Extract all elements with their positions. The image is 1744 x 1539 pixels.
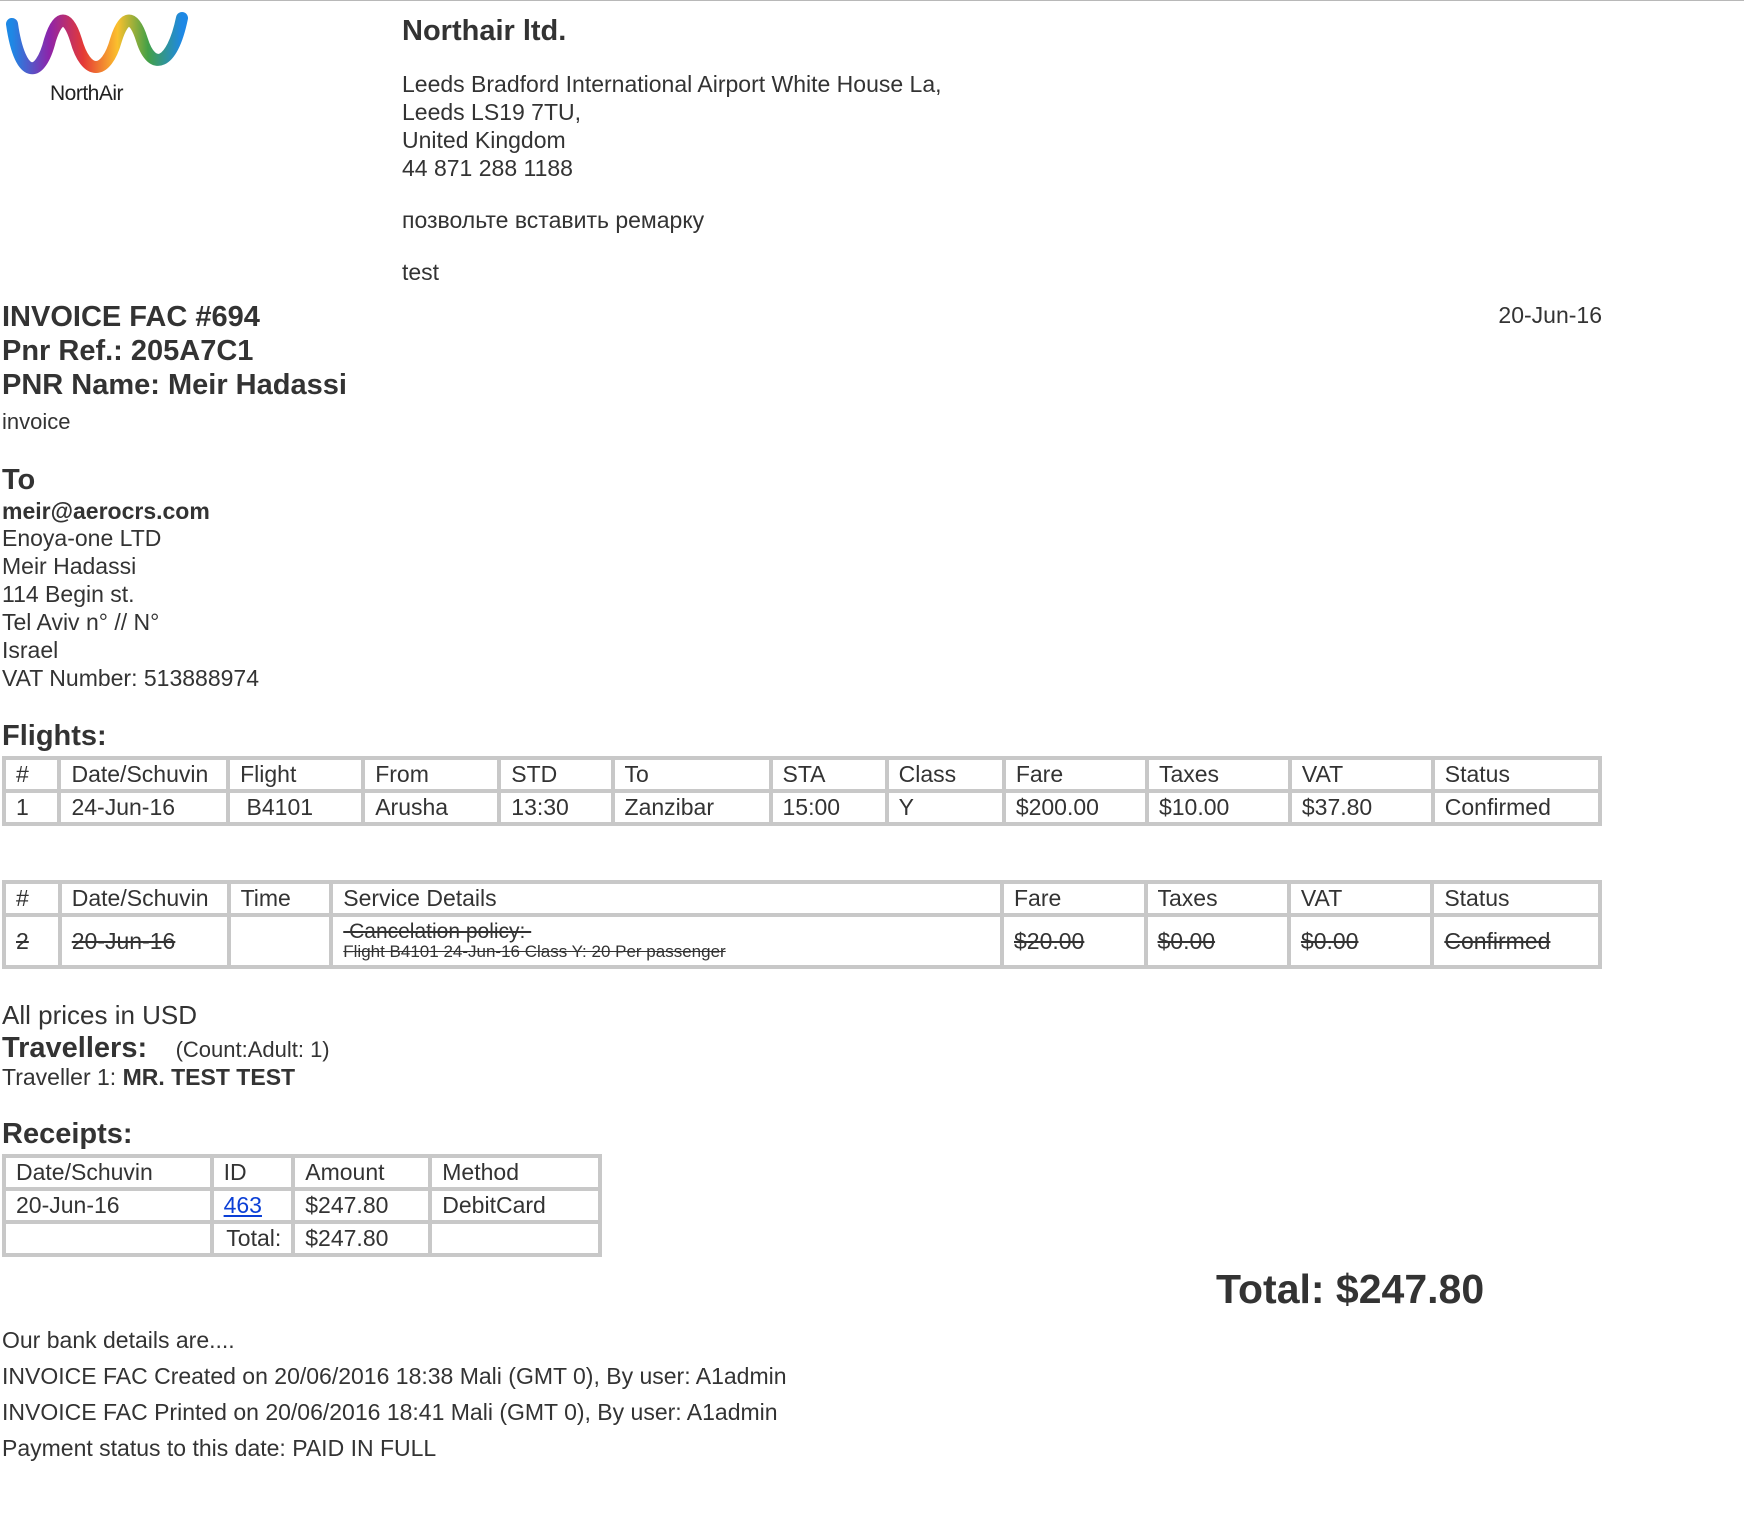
flights-heading: Flights:: [2, 720, 107, 752]
services-header-row: [4, 882, 1600, 915]
company-phone: 44 871 288 1188: [402, 155, 573, 181]
receipt-id-link[interactable]: 463: [223, 1192, 262, 1218]
col-num: #: [4, 882, 60, 915]
col-status: Status: [1432, 882, 1600, 915]
recipient-country: Israel: [2, 637, 59, 663]
cell-std: 13:30: [499, 791, 612, 824]
cell-status: Confirmed: [1432, 915, 1600, 967]
cell-service-details: [331, 915, 1002, 967]
cell-num: 2: [4, 915, 60, 967]
recipient-street: 114 Begin st.: [2, 581, 135, 607]
cell-method: DebitCard: [430, 1189, 600, 1222]
to-heading: To: [2, 464, 36, 496]
col-date: Date/Schuvin: [60, 882, 229, 915]
logo-text: NorthAir: [50, 82, 124, 105]
table-row: [4, 1189, 600, 1222]
col-taxes: Taxes: [1146, 882, 1289, 915]
service-detail-text: Flight B4101 24-Jun-16 Class Y: 20 Per passenger: [343, 942, 726, 961]
col-from: From: [363, 758, 499, 791]
receipts-total-value: $247.80: [293, 1222, 430, 1255]
cell-date: 20-Jun-16: [4, 1189, 212, 1222]
travellers-heading: Travellers:: [2, 1032, 148, 1064]
receipts-total-label: Total:: [212, 1222, 294, 1255]
cell-id: [212, 1189, 294, 1222]
recipient-vat: VAT Number: 513888974: [2, 665, 259, 691]
cell-time: [229, 915, 332, 967]
recipient-email: meir@aerocrs.com: [2, 498, 210, 524]
cell-vat: $0.00: [1289, 915, 1432, 967]
cell-empty: [4, 1222, 212, 1255]
recipient-company: Enoya-one LTD: [2, 525, 162, 551]
address-line-3: United Kingdom: [402, 127, 566, 153]
invoice-footer: [2, 1322, 787, 1466]
cell-to: Zanzibar: [613, 791, 771, 824]
col-std: STD: [499, 758, 612, 791]
cancelation-policy: Cancelation policy:: [343, 920, 532, 943]
col-flight: Flight: [228, 758, 363, 791]
recipient-city: Tel Aviv n° // N°: [2, 609, 160, 635]
grand-total: Total: $247.80: [1216, 1266, 1485, 1312]
cell-taxes: $10.00: [1147, 791, 1290, 824]
cell-date: 20-Jun-16: [60, 915, 229, 967]
cell-class: Y: [887, 791, 1004, 824]
travellers-count: (Count:Adult: 1): [175, 1037, 330, 1062]
col-date: Date/Schuvin: [4, 1156, 212, 1189]
traveller-line: [2, 1064, 295, 1091]
col-date: Date/Schuvin: [59, 758, 228, 791]
logo-wave-icon: [6, 10, 188, 84]
col-vat: VAT: [1289, 882, 1432, 915]
address-line-2: Leeds LS19 7TU,: [402, 99, 582, 125]
cell-fare: $200.00: [1004, 791, 1147, 824]
receipts-total-row: [4, 1222, 600, 1255]
cell-sta: 15:00: [771, 791, 887, 824]
col-service-details: Service Details: [331, 882, 1002, 915]
bank-details-note: Our bank details are....: [2, 1327, 235, 1353]
address-line-1: Leeds Bradford International Airport White House La,: [402, 71, 942, 97]
company-remark: позвольте вставить ремарку: [402, 207, 705, 233]
printed-note: INVOICE FAC Printed on 20/06/2016 18:41 Mali (GMT 0), By user: A1admin: [2, 1399, 778, 1425]
invoice-title: INVOICE FAC #694: [2, 301, 260, 333]
cell-vat: $37.80: [1290, 791, 1433, 824]
cell-flight: B4101: [228, 791, 363, 824]
company-remark-2: test: [402, 259, 440, 285]
company-name: Northair ltd.: [402, 15, 567, 47]
traveller-name: MR. TEST TEST: [122, 1064, 296, 1090]
table-row: [4, 791, 1600, 824]
col-class: Class: [887, 758, 1004, 791]
invoice-date: 20-Jun-16: [1498, 302, 1602, 328]
col-fare: Fare: [1004, 758, 1147, 791]
col-num: #: [4, 758, 59, 791]
recipient-block: [2, 462, 259, 692]
flights-header-row: [4, 758, 1600, 791]
pnr-name: PNR Name: Meir Hadassi: [2, 369, 347, 401]
receipts-heading: Receipts:: [2, 1118, 133, 1150]
col-taxes: Taxes: [1147, 758, 1290, 791]
col-amount: Amount: [293, 1156, 430, 1189]
currency-note: All prices in USD: [2, 1000, 198, 1030]
col-id: ID: [212, 1156, 294, 1189]
company-info: [402, 14, 942, 286]
cell-date: 24-Jun-16: [59, 791, 228, 824]
col-fare: Fare: [1002, 882, 1146, 915]
col-to: To: [613, 758, 771, 791]
traveller-label: Traveller 1:: [2, 1064, 123, 1090]
recipient-name: Meir Hadassi: [2, 553, 137, 579]
payment-status: Payment status to this date: PAID IN FULL: [2, 1435, 437, 1461]
cell-taxes: $0.00: [1146, 915, 1289, 967]
company-logo: [6, 10, 188, 110]
receipts-header-row: [4, 1156, 600, 1189]
pnr-ref: Pnr Ref.: 205A7C1: [2, 335, 254, 367]
table-row: [4, 915, 1600, 967]
invoice-type: invoice: [2, 409, 71, 434]
cell-status: Confirmed: [1433, 791, 1600, 824]
invoice-header: [2, 300, 347, 436]
col-time: Time: [229, 882, 332, 915]
col-sta: STA: [771, 758, 887, 791]
cell-amount: $247.80: [293, 1189, 430, 1222]
cell-empty: [430, 1222, 600, 1255]
top-divider: [0, 0, 1744, 1]
travellers-heading-block: [2, 1032, 330, 1065]
services-table: [2, 880, 1602, 969]
col-status: Status: [1433, 758, 1600, 791]
col-method: Method: [430, 1156, 600, 1189]
col-vat: VAT: [1290, 758, 1433, 791]
cell-fare: $20.00: [1002, 915, 1146, 967]
cell-num: 1: [4, 791, 59, 824]
receipts-table: [2, 1154, 602, 1257]
flights-table: [2, 756, 1602, 826]
created-note: INVOICE FAC Created on 20/06/2016 18:38 Mali (GMT 0), By user: A1admin: [2, 1363, 787, 1389]
cell-from: Arusha: [363, 791, 499, 824]
